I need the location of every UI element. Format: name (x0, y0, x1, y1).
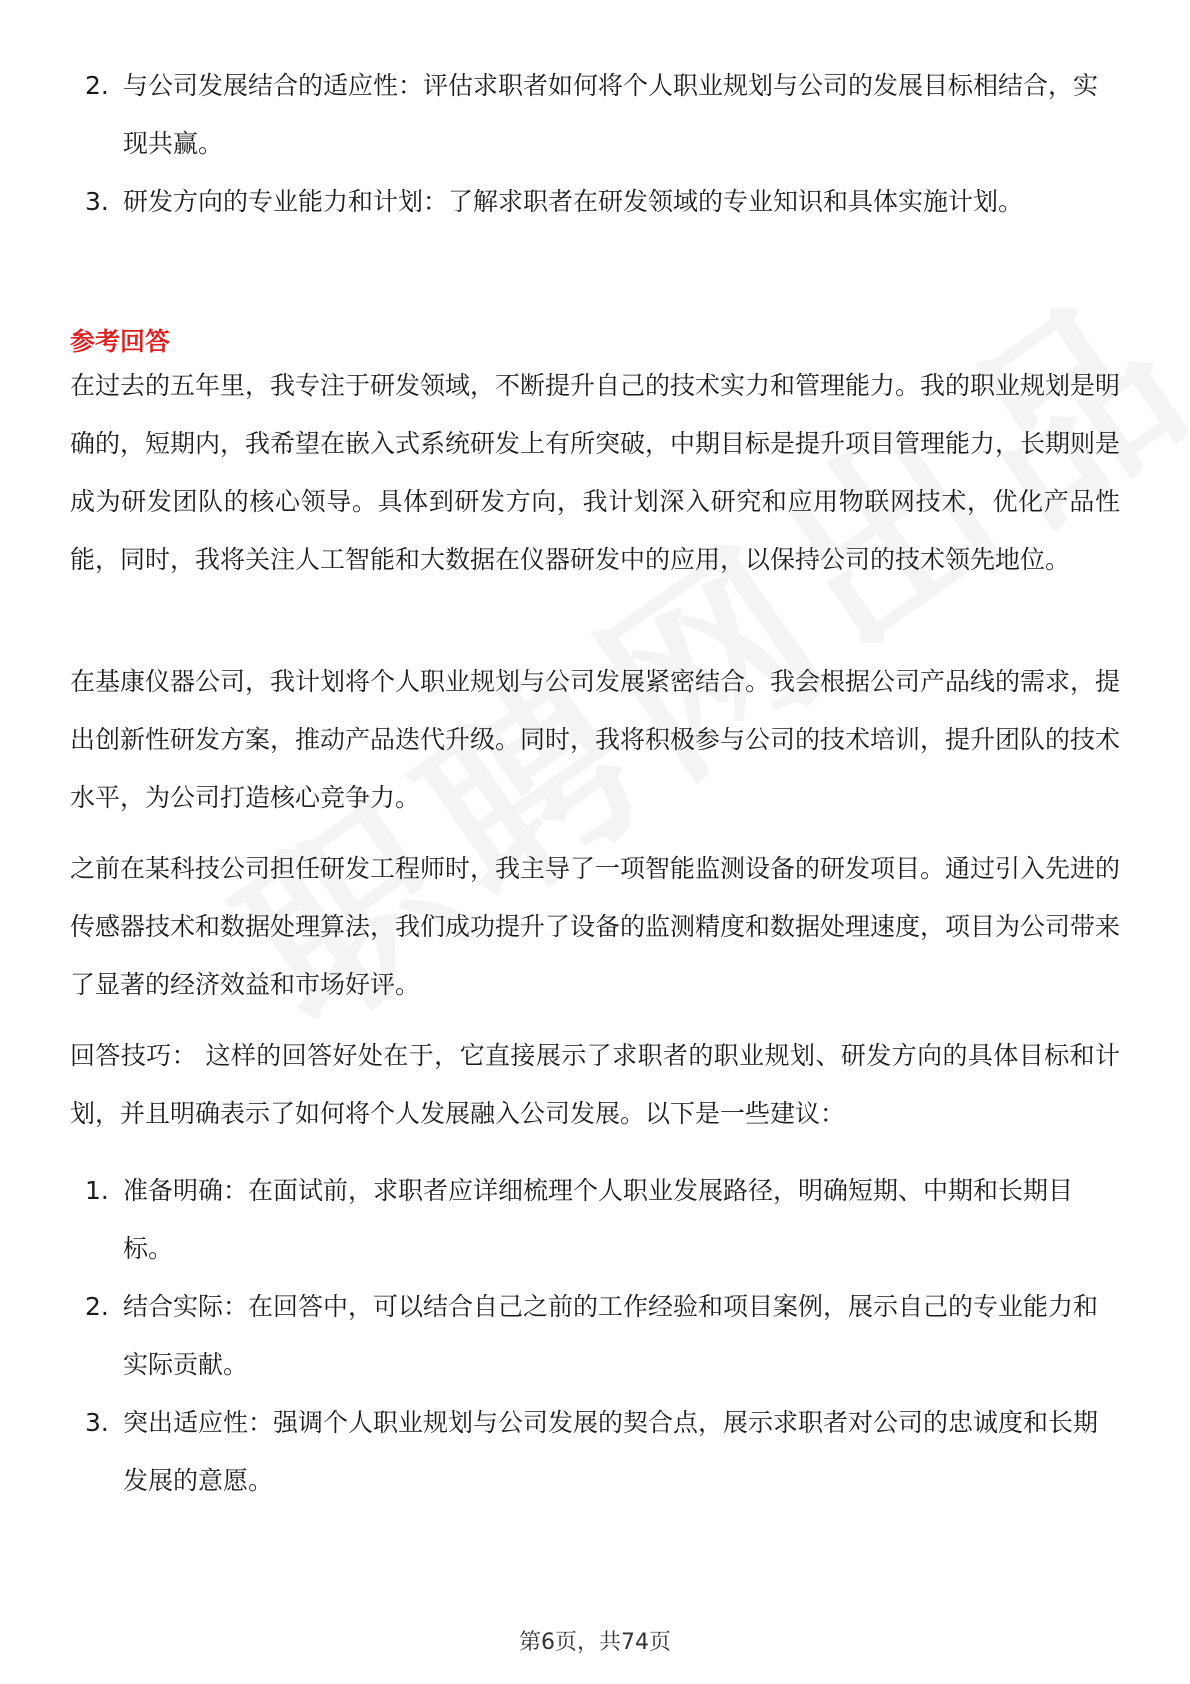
list-item-number: 2. (85, 1292, 109, 1321)
list-item-text: 结合实际：在回答中，可以结合自己之前的工作经验和项目案例，展示自己的专业能力和实际贡献。 (123, 1292, 1099, 1379)
list-item-number: 3. (85, 1408, 109, 1437)
answer-paragraph: 在过去的五年里，我专注于研发领域，不断提升自己的技术实力和管理能力。我的职业规划是明确的，短期内，我希望在嵌入式系统研发上有所突破，中期目标是提升项目管理能力，长期则是成为研发团队的核心领导。具体到研发方向，我计划深入研究和应用物联网技术，优化产品性能，同时，我将关注人工智能和大数据在仪器研发中的应用，以保持公司的技术领先地位。 (70, 371, 1121, 574)
list-item (0, 1278, 1190, 1394)
suggestions-list (0, 1162, 1190, 1510)
list-item-text: 准备明确：在面试前，求职者应详细梳理个人职业发展路径，明确短期、中期和长期目标。 (123, 1176, 1074, 1263)
criteria-list (0, 57, 1190, 231)
list-item (0, 1394, 1190, 1510)
list-item-text: 突出适应性：强调个人职业规划与公司发展的契合点，展示求职者对公司的忠诚度和长期发展的意愿。 (123, 1408, 1099, 1495)
list-item-number: 1. (85, 1176, 109, 1205)
list-item-text: 研发方向的专业能力和计划：了解求职者在研发领域的专业知识和具体实施计划。 (123, 187, 1024, 216)
list-item (0, 57, 1190, 173)
list-item-number: 3. (85, 187, 109, 216)
answer-paragraph: 在基康仪器公司，我计划将个人职业规划与公司发展紧密结合。我会根据公司产品线的需求，提出创新性研发方案，推动产品迭代升级。同时，我将积极参与公司的技术培训，提升团队的技术水平，为公司打造核心竞争力。 (70, 667, 1121, 812)
list-item (0, 173, 1190, 231)
list-item-number: 2. (85, 71, 109, 100)
section-heading: 参考回答 (70, 327, 171, 356)
answer-paragraph: 之前在某科技公司担任研发工程师时，我主导了一项智能监测设备的研发项目。通过引入先进的传感器技术和数据处理算法，我们成功提升了设备的监测精度和数据处理速度，项目为公司带来了显著的经济效益和市场好评。 (70, 854, 1121, 999)
list-item-text: 与公司发展结合的适应性：评估求职者如何将个人职业规划与公司的发展目标相结合，实现共赢。 (123, 71, 1099, 158)
tips-paragraph: 回答技巧： 这样的回答好处在于，它直接展示了求职者的职业规划、研发方向的具体目标和计划，并且明确表示了如何将个人发展融入公司发展。以下是一些建议： (70, 1041, 1120, 1128)
page-number: 第6页，共74页 (519, 1630, 671, 1655)
list-item (0, 1162, 1190, 1278)
